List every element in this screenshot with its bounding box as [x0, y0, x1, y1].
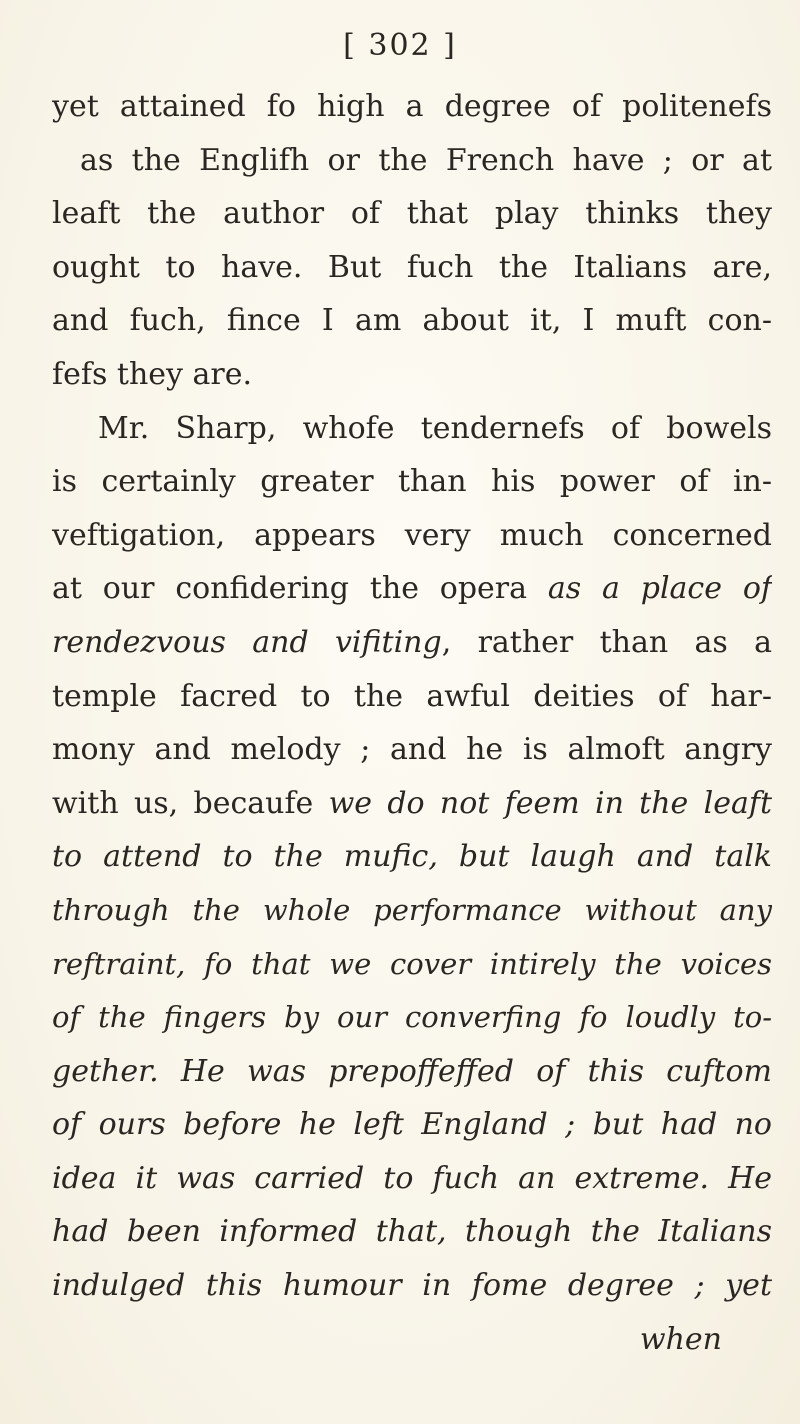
- text-line-14-roman: with us, becaufe: [52, 785, 329, 821]
- text-line-2: as the Englifh or the French have ; or at: [80, 142, 772, 178]
- text-line-7: Mr. Sharp, whofe tendernefs of bowels: [98, 410, 772, 446]
- text-line-6: fefs they are.: [52, 356, 253, 392]
- text-line-22: had been informed that, though the Italians: [52, 1214, 772, 1250]
- body-text: [52, 80, 772, 1366]
- catchword: when: [639, 1321, 722, 1357]
- text-line-10-roman: at our confidering the opera: [52, 571, 548, 607]
- text-line-17: reftraint, fo that we cover intirely the voices: [52, 946, 772, 981]
- text-line-16: through the whole performance without any: [52, 892, 772, 927]
- text-line-19: gether. He was prepoffeffed of this cuftom: [52, 1053, 772, 1089]
- text-line-11-roman: , rather than as a: [441, 624, 772, 660]
- text-line-15: to attend to the mufic, but laugh and talk: [52, 839, 772, 875]
- text-line-23: indulged this humour in fome degree ; yet: [52, 1268, 772, 1304]
- text-line-10: [52, 562, 772, 616]
- text-line-5: and fuch, fince I am about it, I muft con-: [52, 303, 772, 339]
- text-line-20: of ours before he left England ; but had no: [52, 1107, 772, 1143]
- text-line-11-italic: rendezvous and vifiting: [52, 624, 442, 660]
- text-line-12: temple facred to the awful deities of har-: [52, 678, 772, 714]
- text-line-21: idea it was carried to fuch an extreme. He: [52, 1160, 772, 1196]
- text-line-14: [52, 777, 772, 831]
- text-line-11: [52, 616, 772, 670]
- text-line-18: of the fingers by our converfing fo loudly to-: [52, 1000, 772, 1035]
- text-line-3: leaft the author of that play thinks they: [52, 196, 772, 232]
- text-line-13: mony and melody ; and he is almoft angry: [52, 732, 772, 768]
- text-line-9: veftigation, appears very much concerned: [52, 517, 772, 553]
- text-line-1: yet attained fo high a degree of politenefs: [52, 89, 772, 124]
- text-line-14-italic: we do not feem in the leaft: [328, 785, 772, 821]
- page-number: [ 302 ]: [343, 28, 457, 63]
- text-line-8: is certainly greater than his power of in-: [52, 464, 772, 500]
- text-line-10-italic: as a place of: [547, 571, 772, 607]
- text-line-4: ought to have. But fuch the Italians are,: [52, 249, 772, 285]
